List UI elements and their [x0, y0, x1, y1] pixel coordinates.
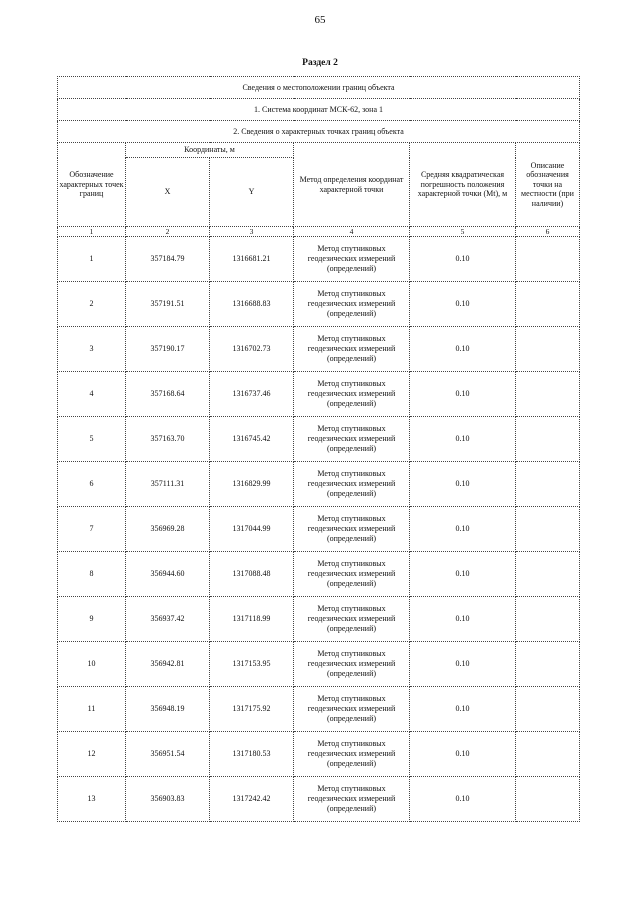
- method-cell: [294, 327, 410, 372]
- accuracy-cell: 0.10: [410, 507, 516, 552]
- method-line: (определений): [326, 804, 377, 813]
- header-x: X: [126, 158, 210, 227]
- point-number-cell: 3: [58, 327, 126, 372]
- x-coordinate-cell: 357191.51: [126, 282, 210, 327]
- method-line: геодезических измерений: [307, 524, 396, 533]
- description-cell: [516, 507, 580, 552]
- method-line: Метод спутниковых: [317, 244, 386, 253]
- y-coordinate-cell: 1317242.42: [210, 777, 294, 822]
- table-row: [58, 462, 580, 507]
- description-cell: [516, 282, 580, 327]
- accuracy-cell: 0.10: [410, 597, 516, 642]
- method-line: Метод спутниковых: [317, 784, 386, 793]
- method-line: геодезических измерений: [307, 434, 396, 443]
- table-row: [58, 642, 580, 687]
- method-line: Метод спутниковых: [317, 379, 386, 388]
- method-line: (определений): [326, 489, 377, 498]
- method-cell: [294, 372, 410, 417]
- column-number-row: [58, 227, 580, 237]
- accuracy-cell: 0.10: [410, 777, 516, 822]
- table-row: [58, 552, 580, 597]
- point-number-cell: 13: [58, 777, 126, 822]
- column-number: 3: [210, 227, 294, 237]
- x-coordinate-cell: 356969.28: [126, 507, 210, 552]
- point-number-cell: 7: [58, 507, 126, 552]
- method-line: (определений): [326, 759, 377, 768]
- column-number: 5: [410, 227, 516, 237]
- point-number-cell: 4: [58, 372, 126, 417]
- method-line: геодезических измерений: [307, 479, 396, 488]
- description-cell: [516, 372, 580, 417]
- x-coordinate-cell: 356937.42: [126, 597, 210, 642]
- x-coordinate-cell: 356948.19: [126, 687, 210, 732]
- y-coordinate-cell: 1316745.42: [210, 417, 294, 462]
- description-cell: [516, 327, 580, 372]
- method-line: (определений): [326, 534, 377, 543]
- method-line: геодезических измерений: [307, 794, 396, 803]
- description-cell: [516, 777, 580, 822]
- method-line: (определений): [326, 309, 377, 318]
- method-cell: [294, 462, 410, 507]
- x-coordinate-cell: 356942.81: [126, 642, 210, 687]
- coord-system-row: 1. Система координат МСК-62, зона 1: [58, 99, 580, 121]
- y-coordinate-cell: 1317180.53: [210, 732, 294, 777]
- method-line: (определений): [326, 354, 377, 363]
- method-cell: [294, 282, 410, 327]
- method-line: геодезических измерений: [307, 749, 396, 758]
- x-coordinate-cell: 357111.31: [126, 462, 210, 507]
- x-coordinate-cell: 357190.17: [126, 327, 210, 372]
- description-cell: [516, 687, 580, 732]
- method-line: геодезических измерений: [307, 704, 396, 713]
- table-rows: [58, 237, 580, 822]
- accuracy-cell: 0.10: [410, 237, 516, 282]
- y-coordinate-cell: 1317044.99: [210, 507, 294, 552]
- table-row: [58, 417, 580, 462]
- y-coordinate-cell: 1317118.99: [210, 597, 294, 642]
- header-point-label: Обозначение характерных точек границ: [58, 143, 126, 227]
- method-line: Метод спутниковых: [317, 469, 386, 478]
- method-line: Метод спутниковых: [317, 694, 386, 703]
- method-line: (определений): [326, 264, 377, 273]
- table-row: [58, 507, 580, 552]
- accuracy-cell: 0.10: [410, 687, 516, 732]
- description-cell: [516, 732, 580, 777]
- table-row: [58, 372, 580, 417]
- method-line: геодезических измерений: [307, 614, 396, 623]
- accuracy-cell: 0.10: [410, 327, 516, 372]
- method-line: Метод спутниковых: [317, 289, 386, 298]
- point-number-cell: 5: [58, 417, 126, 462]
- method-line: (определений): [326, 579, 377, 588]
- method-line: геодезических измерений: [307, 659, 396, 668]
- y-coordinate-cell: 1316737.46: [210, 372, 294, 417]
- method-cell: [294, 732, 410, 777]
- point-number-cell: 6: [58, 462, 126, 507]
- table-caption: Сведения о местоположении границ объекта: [58, 77, 580, 99]
- page-number: 65: [314, 14, 326, 26]
- header-description: Описание обозначения точки на местности (при наличии): [516, 143, 580, 227]
- method-line: Метод спутниковых: [317, 424, 386, 433]
- header-method: Метод определения координат характерной точки: [294, 143, 410, 227]
- method-cell: [294, 642, 410, 687]
- method-cell: [294, 687, 410, 732]
- y-coordinate-cell: 1316688.83: [210, 282, 294, 327]
- accuracy-cell: 0.10: [410, 732, 516, 777]
- method-cell: [294, 777, 410, 822]
- method-line: (определений): [326, 444, 377, 453]
- table-row: [58, 282, 580, 327]
- point-number-cell: 2: [58, 282, 126, 327]
- method-line: (определений): [326, 624, 377, 633]
- description-cell: [516, 462, 580, 507]
- y-coordinate-cell: 1316829.99: [210, 462, 294, 507]
- point-number-cell: 8: [58, 552, 126, 597]
- method-line: Метод спутниковых: [317, 739, 386, 748]
- x-coordinate-cell: 357184.79: [126, 237, 210, 282]
- method-line: (определений): [326, 714, 377, 723]
- accuracy-cell: 0.10: [410, 552, 516, 597]
- y-coordinate-cell: 1316702.73: [210, 327, 294, 372]
- point-number-cell: 1: [58, 237, 126, 282]
- table-row: [58, 732, 580, 777]
- method-line: геодезических измерений: [307, 569, 396, 578]
- points-heading-row: 2. Сведения о характерных точках границ объекта: [58, 121, 580, 143]
- table-row: [58, 237, 580, 282]
- method-cell: [294, 417, 410, 462]
- method-line: геодезических измерений: [307, 254, 396, 263]
- accuracy-cell: 0.10: [410, 372, 516, 417]
- x-coordinate-cell: 356951.54: [126, 732, 210, 777]
- description-cell: [516, 642, 580, 687]
- table-row: [58, 687, 580, 732]
- column-number: 1: [58, 227, 126, 237]
- table-row: [58, 777, 580, 822]
- header-y: Y: [210, 158, 294, 227]
- table-row: [58, 327, 580, 372]
- method-line: геодезических измерений: [307, 299, 396, 308]
- y-coordinate-cell: 1317153.95: [210, 642, 294, 687]
- y-coordinate-cell: 1316681.21: [210, 237, 294, 282]
- section-title: Раздел 2: [302, 58, 338, 68]
- method-line: Метод спутниковых: [317, 559, 386, 568]
- method-line: (определений): [326, 669, 377, 678]
- point-number-cell: 11: [58, 687, 126, 732]
- x-coordinate-cell: 356903.83: [126, 777, 210, 822]
- point-number-cell: 10: [58, 642, 126, 687]
- method-line: Метод спутниковых: [317, 649, 386, 658]
- method-cell: [294, 597, 410, 642]
- method-cell: [294, 552, 410, 597]
- description-cell: [516, 237, 580, 282]
- x-coordinate-cell: 357168.64: [126, 372, 210, 417]
- method-line: геодезических измерений: [307, 344, 396, 353]
- header-coords-group: Координаты, м: [126, 143, 294, 158]
- method-cell: [294, 237, 410, 282]
- description-cell: [516, 552, 580, 597]
- point-number-cell: 9: [58, 597, 126, 642]
- table-row: [58, 597, 580, 642]
- method-line: Метод спутниковых: [317, 334, 386, 343]
- method-cell: [294, 507, 410, 552]
- y-coordinate-cell: 1317088.48: [210, 552, 294, 597]
- accuracy-cell: 0.10: [410, 462, 516, 507]
- column-number: 6: [516, 227, 580, 237]
- description-cell: [516, 417, 580, 462]
- method-line: Метод спутниковых: [317, 514, 386, 523]
- accuracy-cell: 0.10: [410, 642, 516, 687]
- method-line: Метод спутниковых: [317, 604, 386, 613]
- accuracy-cell: 0.10: [410, 282, 516, 327]
- point-number-cell: 12: [58, 732, 126, 777]
- y-coordinate-cell: 1317175.92: [210, 687, 294, 732]
- x-coordinate-cell: 357163.70: [126, 417, 210, 462]
- description-cell: [516, 597, 580, 642]
- column-number: 4: [294, 227, 410, 237]
- coordinates-table: [57, 76, 580, 822]
- method-line: (определений): [326, 399, 377, 408]
- x-coordinate-cell: 356944.60: [126, 552, 210, 597]
- accuracy-cell: 0.10: [410, 417, 516, 462]
- method-line: геодезических измерений: [307, 389, 396, 398]
- column-number: 2: [126, 227, 210, 237]
- header-accuracy: Средняя квадратическая погрешность положения характерной точки (Mt), м: [410, 143, 516, 227]
